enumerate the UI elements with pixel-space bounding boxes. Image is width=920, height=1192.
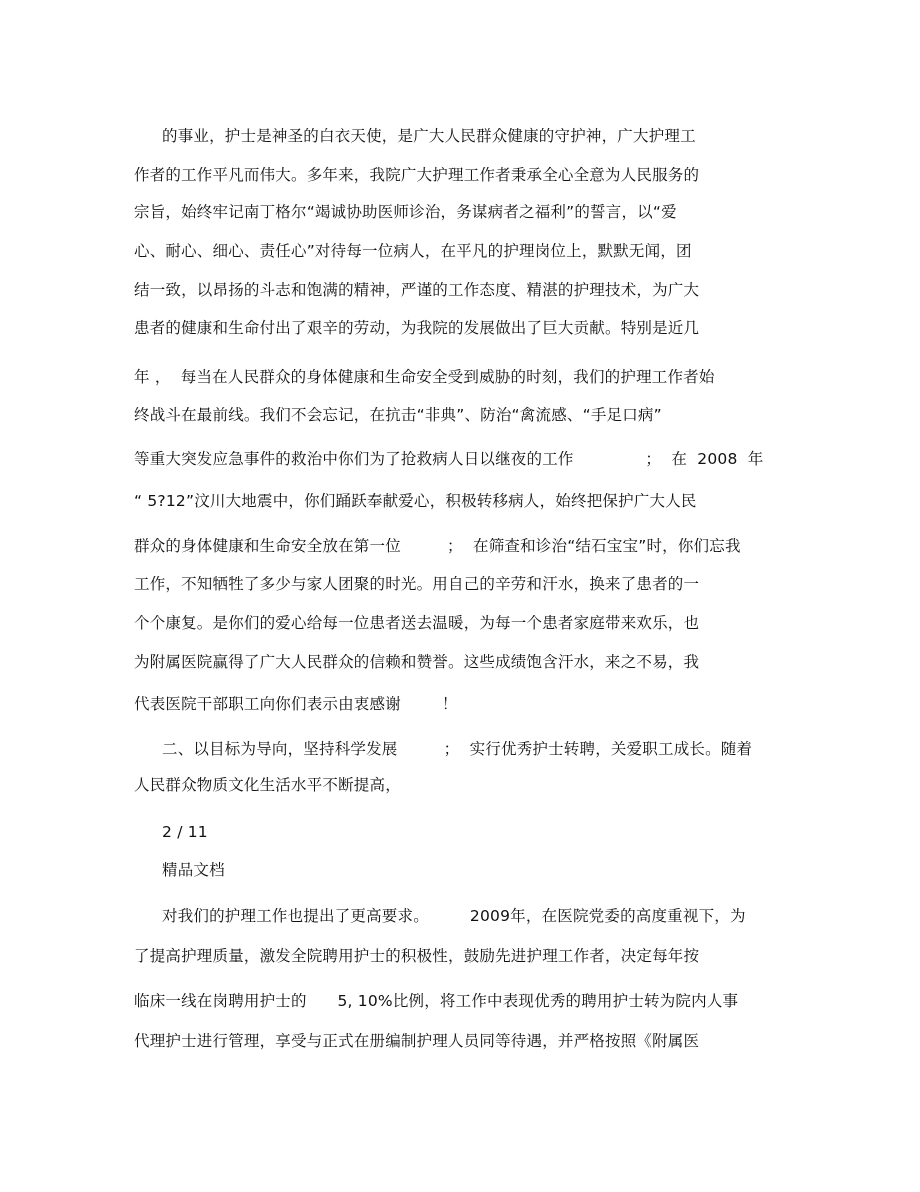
paragraph-line: 终战斗在最前线。我们不会忘记，在抗击“非典”、防治“禽流感、“手足口病” — [134, 406, 662, 424]
watermark-label: 精品文档 — [162, 861, 225, 879]
paragraph-line: 了提高护理质量，激发全院聘用护士的积极性，鼓励先进护理工作者，决定每年按 — [134, 947, 700, 965]
paragraph-line: 群众的身体健康和生命安全放在第一位 ； 在筛查和诊治“结石宝宝”时，你们忘我 — [134, 537, 741, 555]
paragraph-line: 等重大突发应急事件的救治中你们为了抢救病人日以继夜的工作 ； 在 2008 年 — [134, 450, 764, 468]
paragraph-line: 宗旨，始终牢记南丁格尔“竭诚协助医师诊治，务谋病者之福利”的誓言，以“爱 — [134, 203, 677, 221]
paragraph-line: 个个康复。是你们的爱心给每一位患者送去温暖，为每一个患者家庭带来欢乐，也 — [134, 614, 700, 632]
paragraph-line: 为附属医院赢得了广大人民群众的信赖和赞誉。这些成绩饱含汗水，来之不易，我 — [134, 653, 700, 671]
paragraph-line: 患者的健康和生命付出了艰辛的劳动，为我院的发展做出了巨大贡献。特别是近几 — [134, 319, 700, 337]
paragraph-line: 结一致，以昂扬的斗志和饱满的精神，严谨的工作态度、精湛的护理技术，为广大 — [134, 281, 700, 299]
section-heading-line: 二、以目标为导向，坚持科学发展 ； 实行优秀护士转聘，关爱职工成长。随着 — [162, 740, 753, 758]
paragraph-line: 人民群众物质文化生活水平不断提高， — [134, 776, 401, 794]
paragraph-line: 代表医院干部职工向你们表示由衷感谢 ！ — [134, 695, 458, 713]
paragraph-line: 代理护士进行管理，享受与正式在册编制护理人员同等待遇，并严格按照《附属医 — [134, 1032, 700, 1050]
paragraph-line: 工作，不知牺牲了多少与家人团聚的时光。用自己的辛劳和汗水，换来了患者的一 — [134, 575, 700, 593]
paragraph-line: “ 5?12”汶川大地震中，你们踊跃奉献爱心，积极转移病人，始终把保护广大人民 — [134, 492, 697, 510]
paragraph-line: 年 ， 每当在人民群众的身体健康和生命安全受到威胁的时刻，我们的护理工作者始 — [134, 368, 715, 386]
paragraph-line: 作者的工作平凡而伟大。多年来，我院广大护理工作者秉承全心全意为人民服务的 — [134, 166, 700, 184]
paragraph-line: 对我们的护理工作也提出了更高要求。 2009年，在医院党委的高度重视下，为 — [162, 907, 746, 925]
paragraph-line: 的事业，护士是神圣的白衣天使，是广大人民群众健康的守护神，广大护理工 — [162, 127, 696, 145]
page-number: 2 / 11 — [162, 823, 208, 841]
paragraph-line: 临床一线在岗聘用护士的 5, 10%比例，将工作中表现优秀的聘用护士转为院内人事 — [134, 992, 739, 1010]
paragraph-line: 心、耐心、细心、责任心”对待每一位病人，在平凡的护理岗位上，默默无闻，团 — [134, 242, 692, 260]
